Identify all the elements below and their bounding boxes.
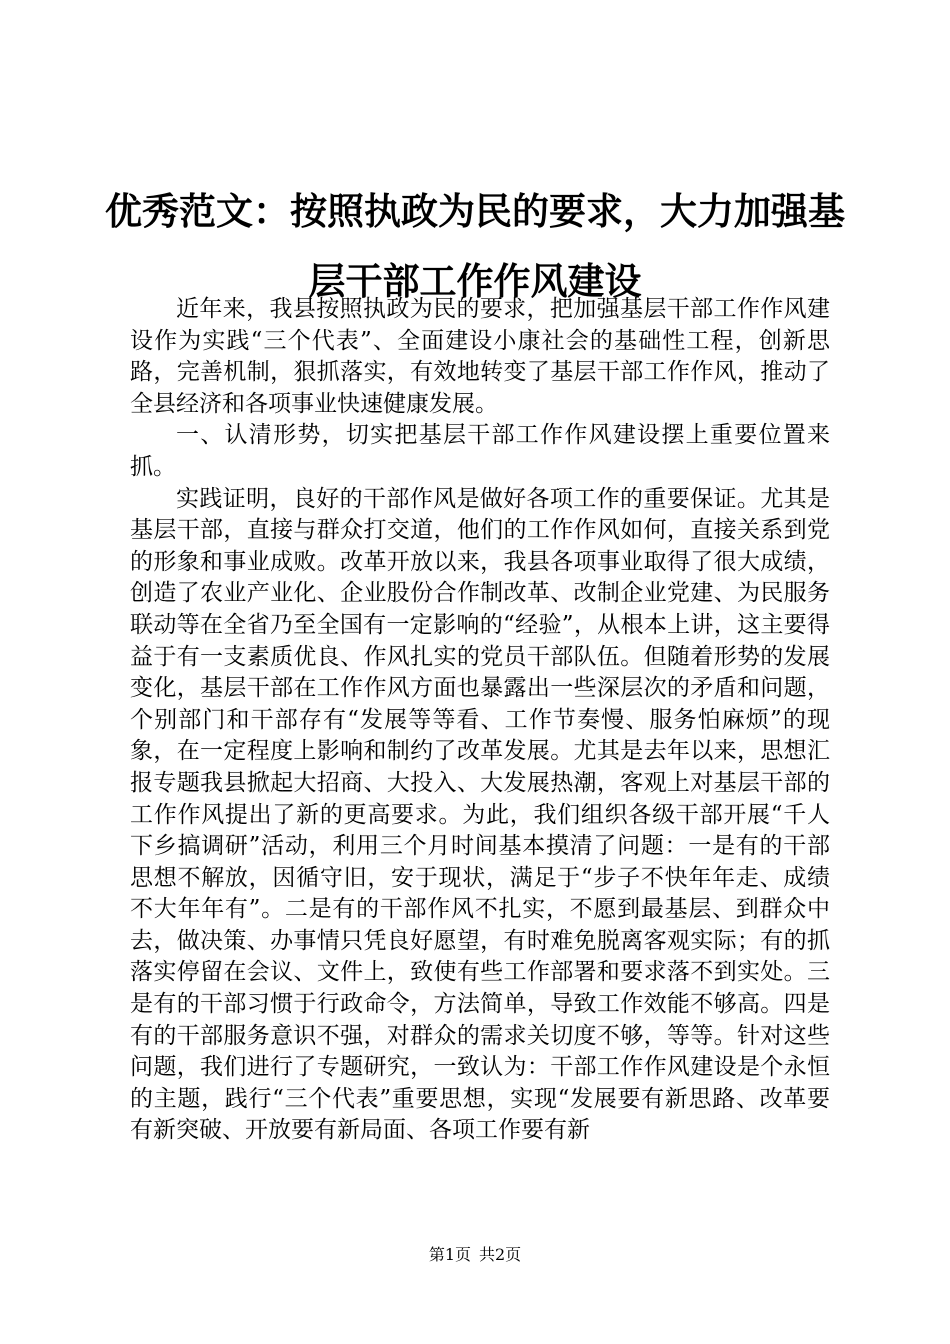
page-number: 第1页: [428, 1245, 471, 1264]
document-body: [130, 294, 830, 1147]
paragraph-section-heading: 一、认清形势，切实把基层干部工作作风建设摆上重要位置来抓。: [130, 422, 830, 480]
paragraph-intro: 近年来，我县按照执政为民的要求，把加强基层干部工作作风建设作为实践“三个代表”、全面建设小康社会的基础性工程，创新思路，完善机制，狠抓落实，有效地转变了基层干部工作作风，推动了全县经济和各项事业快速健康发展。: [130, 296, 830, 417]
document-title-line-2: 层干部工作作风建设: [308, 259, 642, 303]
paragraph-main: 实践证明，良好的干部作风是做好各项工作的重要保证。尤其是基层干部，直接与群众打交道，他们的工作作风如何，直接关系到党的形象和事业成败。改革开放以来，我县各项事业取得了很大成绩，创造了农业产业化、企业股份合作制改革、改制企业党建、为民服务联动等在全省乃至全国有一定影响的“经验”，从根本上讲，这主要得益于有一支素质优良、作风扎实的党员干部队伍。但随着形势的发展变化，基层干部在工作作风方面也暴露出一些深层次的矛盾和问题，个别部门和干部存有“发展等等看、工作节奏慢、服务怕麻烦”的现象，在一定程度上影响和制约了改革发展。尤其是去年以来，思想汇报专题我县掀起大招商、大投入、大发展热潮，客观上对基层干部的工作作风提出了新的更高要求。为此，我们组织各级干部开展“千人下乡搞调研”活动，利用三个月时间基本摸清了问题：一是有的干部思想不解放，因循守旧，安于现状，满足于“步子不快年年走、成绩不大年年有”。二是有的干部作风不扎实，不愿到最基层、到群众中去，做决策、办事情只凭良好愿望，有时难免脱离客观实际；有的抓落实停留在会议、文件上，致使有些工作部署和要求落不到实处。三是有的干部习惯于行政命令，方法简单，导致工作效能不够高。四是有的干部服务意识不强，对群众的需求关切度不够，等等。针对这些问题，我们进行了专题研究，一致认为：干部工作作风建设是个永恒的主题，践行“三个代表”重要思想，实现“发展要有新思路、改革要有新突破、开放要有新局面、各项工作要有新: [130, 485, 830, 1144]
page-footer: [0, 1244, 950, 1266]
page-total: 共2页: [479, 1245, 522, 1264]
document-title-line-1: 优秀范文：按照执政为民的要求，大力加强基: [105, 189, 845, 233]
